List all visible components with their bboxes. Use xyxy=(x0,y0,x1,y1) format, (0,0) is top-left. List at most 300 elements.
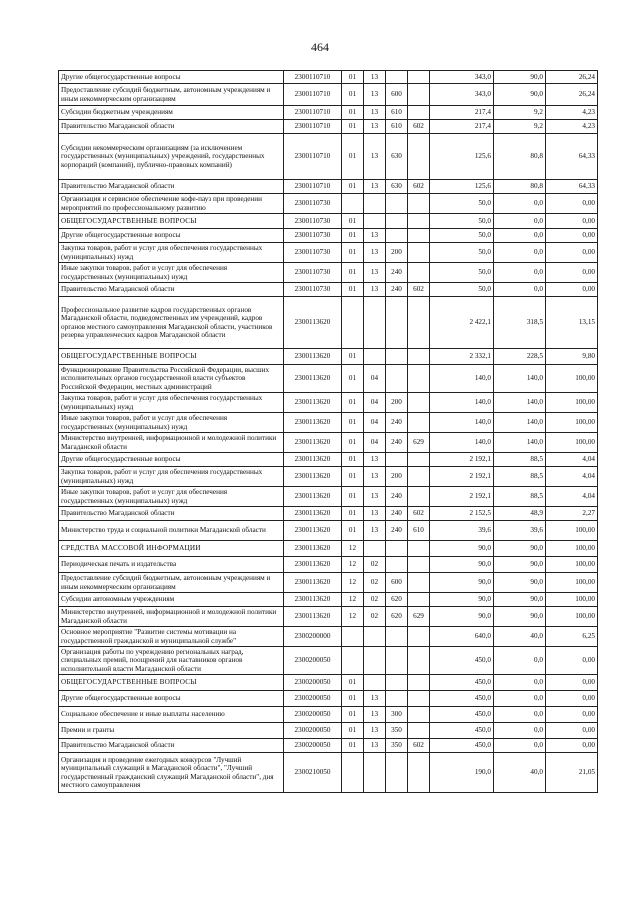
row-expense-type xyxy=(386,297,408,349)
row-subsection: 02 xyxy=(364,557,386,573)
row-admin-code xyxy=(408,214,430,229)
row-target-code: 2300113620 xyxy=(284,433,342,453)
row-expense-type xyxy=(386,71,408,84)
row-planned: 125,6 xyxy=(430,180,494,194)
row-executed: 88,5 xyxy=(494,467,546,487)
row-target-code: 2300200050 xyxy=(284,707,342,723)
row-planned: 140,0 xyxy=(430,365,494,393)
row-expense-type xyxy=(386,349,408,365)
row-section: 01 xyxy=(342,467,364,487)
row-target-code: 2300113620 xyxy=(284,393,342,413)
row-expense-type: 630 xyxy=(386,134,408,180)
row-target-code: 2300110710 xyxy=(284,71,342,84)
row-planned: 2 192,1 xyxy=(430,467,494,487)
table-row xyxy=(59,71,598,84)
table-row xyxy=(59,297,598,349)
row-admin-code xyxy=(408,243,430,263)
row-admin-code: 629 xyxy=(408,607,430,627)
table-row xyxy=(59,84,598,106)
row-percent: 4,04 xyxy=(546,453,598,467)
row-expense-type xyxy=(386,365,408,393)
row-executed: 80,8 xyxy=(494,134,546,180)
table-row xyxy=(59,753,598,793)
row-section xyxy=(342,297,364,349)
row-executed: 90,0 xyxy=(494,607,546,627)
row-admin-code xyxy=(408,365,430,393)
row-percent: 0,00 xyxy=(546,675,598,691)
row-target-code: 2300113620 xyxy=(284,507,342,521)
row-target-code: 2300200000 xyxy=(284,627,342,647)
row-planned: 90,0 xyxy=(430,557,494,573)
row-admin-code xyxy=(408,413,430,433)
row-target-code: 2300113620 xyxy=(284,607,342,627)
row-planned: 343,0 xyxy=(430,84,494,106)
row-executed: 90,0 xyxy=(494,541,546,557)
row-percent: 64,33 xyxy=(546,134,598,180)
row-name: Иные закупки товаров, работ и услуг для обеспечения государственных (муниципальных) нужд xyxy=(59,263,284,283)
row-subsection: 13 xyxy=(364,487,386,507)
row-admin-code xyxy=(408,393,430,413)
table-row xyxy=(59,393,598,413)
row-target-code: 2300210050 xyxy=(284,753,342,793)
row-percent: 4,04 xyxy=(546,487,598,507)
row-executed: 0,0 xyxy=(494,647,546,675)
row-percent: 100,00 xyxy=(546,413,598,433)
row-expense-type: 200 xyxy=(386,243,408,263)
row-executed: 0,0 xyxy=(494,283,546,297)
table-row xyxy=(59,243,598,263)
row-executed: 48,9 xyxy=(494,507,546,521)
row-executed: 9,2 xyxy=(494,106,546,120)
row-section: 01 xyxy=(342,739,364,753)
row-name: Министерство внутренней, информационной и молодежной политики Магаданской области xyxy=(59,607,284,627)
row-subsection: 13 xyxy=(364,84,386,106)
row-section: 01 xyxy=(342,675,364,691)
row-executed: 90,0 xyxy=(494,593,546,607)
table-row xyxy=(59,691,598,707)
row-target-code: 2300110730 xyxy=(284,243,342,263)
row-section: 01 xyxy=(342,243,364,263)
row-admin-code xyxy=(408,723,430,739)
row-section: 12 xyxy=(342,541,364,557)
row-executed: 0,0 xyxy=(494,263,546,283)
row-section xyxy=(342,753,364,793)
row-target-code: 2300113620 xyxy=(284,413,342,433)
row-planned: 50,0 xyxy=(430,194,494,214)
row-subsection: 13 xyxy=(364,106,386,120)
row-admin-code xyxy=(408,194,430,214)
row-expense-type: 600 xyxy=(386,573,408,593)
table-row xyxy=(59,707,598,723)
row-name: СРЕДСТВА МАССОВОЙ ИНФОРМАЦИИ xyxy=(59,541,284,557)
row-section: 01 xyxy=(342,413,364,433)
row-planned: 39,6 xyxy=(430,521,494,541)
row-section: 01 xyxy=(342,393,364,413)
row-subsection xyxy=(364,194,386,214)
row-section: 01 xyxy=(342,120,364,134)
row-name: Организация и проведение ежегодных конкурсов "Лучший муниципальный служащий в Магаданской области", "Лучший государственный гражданский служащий Магаданской области", дня местного самоуправления xyxy=(59,753,284,793)
row-planned: 50,0 xyxy=(430,283,494,297)
row-name: Организация работы по учреждению региональных наград, специальных премий, поощрений для наставников органов исполнительной власти Магаданской области xyxy=(59,647,284,675)
row-expense-type xyxy=(386,214,408,229)
row-name: ОБЩЕГОСУДАРСТВЕННЫЕ ВОПРОСЫ xyxy=(59,675,284,691)
row-executed: 0,0 xyxy=(494,739,546,753)
row-admin-code xyxy=(408,349,430,365)
row-target-code: 2300113620 xyxy=(284,521,342,541)
row-admin-code xyxy=(408,84,430,106)
budget-table xyxy=(58,70,598,793)
row-executed: 0,0 xyxy=(494,229,546,243)
row-section: 01 xyxy=(342,283,364,297)
row-subsection: 04 xyxy=(364,413,386,433)
row-section xyxy=(342,627,364,647)
row-target-code: 2300110710 xyxy=(284,180,342,194)
table-row xyxy=(59,675,598,691)
row-admin-code xyxy=(408,627,430,647)
row-executed: 0,0 xyxy=(494,675,546,691)
row-executed: 90,0 xyxy=(494,71,546,84)
row-section: 01 xyxy=(342,349,364,365)
row-percent: 0,00 xyxy=(546,707,598,723)
row-percent: 26,24 xyxy=(546,71,598,84)
table-row xyxy=(59,739,598,753)
row-executed: 0,0 xyxy=(494,691,546,707)
row-percent: 6,25 xyxy=(546,627,598,647)
row-percent: 100,00 xyxy=(546,607,598,627)
row-planned: 450,0 xyxy=(430,647,494,675)
row-target-code: 2300200050 xyxy=(284,675,342,691)
row-target-code: 2300113620 xyxy=(284,467,342,487)
table-row xyxy=(59,413,598,433)
row-name: ОБЩЕГОСУДАРСТВЕННЫЕ ВОПРОСЫ xyxy=(59,349,284,365)
table-row xyxy=(59,607,598,627)
row-percent: 100,00 xyxy=(546,521,598,541)
table-row xyxy=(59,106,598,120)
row-expense-type xyxy=(386,194,408,214)
row-executed: 140,0 xyxy=(494,413,546,433)
row-name: Правительство Магаданской области xyxy=(59,739,284,753)
row-subsection: 13 xyxy=(364,707,386,723)
table-row xyxy=(59,433,598,453)
row-subsection xyxy=(364,647,386,675)
row-planned: 50,0 xyxy=(430,229,494,243)
row-executed: 90,0 xyxy=(494,84,546,106)
row-expense-type: 200 xyxy=(386,393,408,413)
row-executed: 40,0 xyxy=(494,627,546,647)
row-name: Субсидии автономным учреждениям xyxy=(59,593,284,607)
row-name: ОБЩЕГОСУДАРСТВЕННЫЕ ВОПРОСЫ xyxy=(59,214,284,229)
row-expense-type xyxy=(386,675,408,691)
row-section: 01 xyxy=(342,691,364,707)
row-name: Функционирование Правительства Российской Федерации, высших исполнительных органов государственной власти субъектов Российской Федерации, местных администраций xyxy=(59,365,284,393)
row-target-code: 2300200050 xyxy=(284,691,342,707)
row-target-code: 2300110710 xyxy=(284,84,342,106)
table-row xyxy=(59,593,598,607)
table-row xyxy=(59,521,598,541)
row-name: Иные закупки товаров, работ и услуг для обеспечения государственных (муниципальных) нужд xyxy=(59,487,284,507)
row-name: Периодическая печать и издательства xyxy=(59,557,284,573)
row-percent: 100,00 xyxy=(546,541,598,557)
table-row xyxy=(59,557,598,573)
row-executed: 88,5 xyxy=(494,453,546,467)
row-name: Социальное обеспечение и иные выплаты населению xyxy=(59,707,284,723)
row-percent: 100,00 xyxy=(546,573,598,593)
row-percent: 0,00 xyxy=(546,647,598,675)
row-section: 01 xyxy=(342,521,364,541)
row-admin-code xyxy=(408,647,430,675)
row-percent: 0,00 xyxy=(546,691,598,707)
row-planned: 450,0 xyxy=(430,739,494,753)
row-percent: 0,00 xyxy=(546,194,598,214)
row-name: Правительство Магаданской области xyxy=(59,120,284,134)
row-section: 12 xyxy=(342,607,364,627)
row-executed: 0,0 xyxy=(494,723,546,739)
row-name: Профессиональное развитие кадров государственных органов Магаданской области, подведомственных им учреждений, кадров органов местного самоуправления Магаданской области, участников резерва управленческих кадров Магаданской области xyxy=(59,297,284,349)
row-planned: 2 192,1 xyxy=(430,453,494,467)
row-name: Закупка товаров, работ и услуг для обеспечения государственных (муниципальных) нужд xyxy=(59,243,284,263)
row-expense-type: 610 xyxy=(386,120,408,134)
row-name: Закупка товаров, работ и услуг для обеспечения государственных (муниципальных) нужд xyxy=(59,467,284,487)
row-percent: 100,00 xyxy=(546,593,598,607)
row-expense-type: 240 xyxy=(386,507,408,521)
table-row xyxy=(59,453,598,467)
row-subsection: 13 xyxy=(364,453,386,467)
row-expense-type: 350 xyxy=(386,723,408,739)
row-percent: 4,23 xyxy=(546,106,598,120)
row-expense-type: 240 xyxy=(386,283,408,297)
row-name: Премии и гранты xyxy=(59,723,284,739)
row-subsection xyxy=(364,297,386,349)
row-expense-type xyxy=(386,229,408,243)
row-expense-type xyxy=(386,627,408,647)
row-target-code: 2300113620 xyxy=(284,297,342,349)
row-expense-type: 350 xyxy=(386,739,408,753)
row-name: Организация и сервисное обеспечение кофе-пауз при проведении мероприятий по профессиональному развитию xyxy=(59,194,284,214)
row-expense-type: 240 xyxy=(386,263,408,283)
row-planned: 2 332,1 xyxy=(430,349,494,365)
row-subsection: 04 xyxy=(364,393,386,413)
row-executed: 90,0 xyxy=(494,557,546,573)
row-section: 01 xyxy=(342,134,364,180)
row-target-code: 2300113620 xyxy=(284,593,342,607)
row-percent: 13,15 xyxy=(546,297,598,349)
row-percent: 100,00 xyxy=(546,393,598,413)
row-name: Иные закупки товаров, работ и услуг для обеспечения государственных (муниципальных) нужд xyxy=(59,413,284,433)
row-section: 01 xyxy=(342,71,364,84)
row-admin-code xyxy=(408,593,430,607)
row-subsection xyxy=(364,349,386,365)
row-name: Закупка товаров, работ и услуг для обеспечения государственных (муниципальных) нужд xyxy=(59,393,284,413)
row-admin-code xyxy=(408,467,430,487)
row-expense-type xyxy=(386,557,408,573)
row-section: 12 xyxy=(342,573,364,593)
row-section: 01 xyxy=(342,507,364,521)
row-expense-type: 630 xyxy=(386,180,408,194)
row-target-code: 2300113620 xyxy=(284,541,342,557)
row-percent: 4,23 xyxy=(546,120,598,134)
row-subsection: 04 xyxy=(364,433,386,453)
row-planned: 140,0 xyxy=(430,393,494,413)
page-number: 464 xyxy=(311,40,329,54)
row-admin-code: 629 xyxy=(408,433,430,453)
row-percent: 0,00 xyxy=(546,723,598,739)
table-row xyxy=(59,365,598,393)
row-target-code: 2300113620 xyxy=(284,573,342,593)
row-planned: 90,0 xyxy=(430,607,494,627)
row-percent: 26,24 xyxy=(546,84,598,106)
row-target-code: 2300110730 xyxy=(284,194,342,214)
row-section: 01 xyxy=(342,180,364,194)
row-percent: 9,80 xyxy=(546,349,598,365)
row-executed: 88,5 xyxy=(494,487,546,507)
row-subsection: 13 xyxy=(364,507,386,521)
row-executed: 0,0 xyxy=(494,214,546,229)
row-subsection: 13 xyxy=(364,229,386,243)
row-admin-code: 602 xyxy=(408,739,430,753)
row-percent: 2,27 xyxy=(546,507,598,521)
row-expense-type xyxy=(386,753,408,793)
row-percent: 21,05 xyxy=(546,753,598,793)
row-subsection: 13 xyxy=(364,723,386,739)
table-row xyxy=(59,229,598,243)
row-planned: 343,0 xyxy=(430,71,494,84)
row-expense-type: 240 xyxy=(386,433,408,453)
row-executed: 39,6 xyxy=(494,521,546,541)
row-section: 12 xyxy=(342,557,364,573)
row-executed: 0,0 xyxy=(494,707,546,723)
row-executed: 9,2 xyxy=(494,120,546,134)
row-subsection: 13 xyxy=(364,263,386,283)
row-admin-code xyxy=(408,675,430,691)
row-target-code: 2300113620 xyxy=(284,453,342,467)
row-percent: 0,00 xyxy=(546,214,598,229)
row-executed: 40,0 xyxy=(494,753,546,793)
row-name: Предоставление субсидий бюджетным, автономным учреждениям и иным некоммерческим организациям xyxy=(59,84,284,106)
row-subsection: 13 xyxy=(364,243,386,263)
row-planned: 50,0 xyxy=(430,263,494,283)
row-name: Основное мероприятие "Развитие системы мотивации на государственной гражданской и муниципальной службе" xyxy=(59,627,284,647)
row-admin-code: 602 xyxy=(408,120,430,134)
row-section: 01 xyxy=(342,106,364,120)
row-planned: 640,0 xyxy=(430,627,494,647)
row-planned: 2 152,5 xyxy=(430,507,494,521)
row-name: Другие общегосударственные вопросы xyxy=(59,71,284,84)
table-row xyxy=(59,573,598,593)
row-section: 01 xyxy=(342,433,364,453)
row-section: 01 xyxy=(342,365,364,393)
row-target-code: 2300200050 xyxy=(284,647,342,675)
row-percent: 64,33 xyxy=(546,180,598,194)
row-section xyxy=(342,194,364,214)
row-target-code: 2300113620 xyxy=(284,365,342,393)
table-row xyxy=(59,134,598,180)
row-admin-code: 610 xyxy=(408,521,430,541)
row-planned: 140,0 xyxy=(430,433,494,453)
row-expense-type: 600 xyxy=(386,84,408,106)
row-admin-code xyxy=(408,541,430,557)
row-subsection: 13 xyxy=(364,521,386,541)
table-row xyxy=(59,647,598,675)
row-name: Субсидии бюджетным учреждениям xyxy=(59,106,284,120)
row-executed: 80,8 xyxy=(494,180,546,194)
row-expense-type xyxy=(386,647,408,675)
row-executed: 140,0 xyxy=(494,433,546,453)
row-admin-code xyxy=(408,134,430,180)
table-row xyxy=(59,627,598,647)
row-planned: 217,4 xyxy=(430,120,494,134)
row-expense-type xyxy=(386,691,408,707)
row-expense-type: 240 xyxy=(386,413,408,433)
row-subsection xyxy=(364,214,386,229)
row-planned: 140,0 xyxy=(430,413,494,433)
table-row xyxy=(59,120,598,134)
row-admin-code xyxy=(408,263,430,283)
row-section xyxy=(342,647,364,675)
row-name: Министерство труда и социальной политики Магаданской области xyxy=(59,521,284,541)
row-section: 01 xyxy=(342,84,364,106)
row-section: 01 xyxy=(342,453,364,467)
row-subsection xyxy=(364,541,386,557)
row-subsection: 13 xyxy=(364,739,386,753)
row-name: Предоставление субсидий бюджетным, автономным учреждениям и иным некоммерческим организациям xyxy=(59,573,284,593)
table-row xyxy=(59,507,598,521)
row-section: 12 xyxy=(342,593,364,607)
row-percent: 4,04 xyxy=(546,467,598,487)
row-planned: 90,0 xyxy=(430,573,494,593)
row-target-code: 2300200050 xyxy=(284,723,342,739)
row-percent: 100,00 xyxy=(546,433,598,453)
row-expense-type xyxy=(386,541,408,557)
row-expense-type: 240 xyxy=(386,521,408,541)
table-row xyxy=(59,723,598,739)
row-admin-code xyxy=(408,573,430,593)
row-admin-code xyxy=(408,487,430,507)
row-percent: 0,00 xyxy=(546,739,598,753)
row-executed: 228,5 xyxy=(494,349,546,365)
row-subsection xyxy=(364,753,386,793)
row-expense-type: 620 xyxy=(386,593,408,607)
row-admin-code xyxy=(408,71,430,84)
row-planned: 2 192,1 xyxy=(430,487,494,507)
row-planned: 190,0 xyxy=(430,753,494,793)
row-subsection: 13 xyxy=(364,180,386,194)
row-planned: 50,0 xyxy=(430,214,494,229)
row-subsection: 13 xyxy=(364,71,386,84)
row-planned: 450,0 xyxy=(430,675,494,691)
row-name: Другие общегосударственные вопросы xyxy=(59,453,284,467)
row-admin-code xyxy=(408,707,430,723)
row-admin-code: 602 xyxy=(408,180,430,194)
table-row xyxy=(59,263,598,283)
row-section: 01 xyxy=(342,707,364,723)
row-target-code: 2300110710 xyxy=(284,106,342,120)
row-planned: 217,4 xyxy=(430,106,494,120)
row-section: 01 xyxy=(342,263,364,283)
row-name: Правительство Магаданской области xyxy=(59,507,284,521)
table-row xyxy=(59,467,598,487)
row-expense-type: 610 xyxy=(386,106,408,120)
row-admin-code: 602 xyxy=(408,283,430,297)
row-expense-type xyxy=(386,453,408,467)
row-executed: 140,0 xyxy=(494,365,546,393)
row-admin-code xyxy=(408,229,430,243)
row-target-code: 2300110730 xyxy=(284,229,342,243)
row-subsection xyxy=(364,675,386,691)
row-executed: 318,5 xyxy=(494,297,546,349)
row-expense-type: 300 xyxy=(386,707,408,723)
row-admin-code xyxy=(408,106,430,120)
row-name: Другие общегосударственные вопросы xyxy=(59,691,284,707)
